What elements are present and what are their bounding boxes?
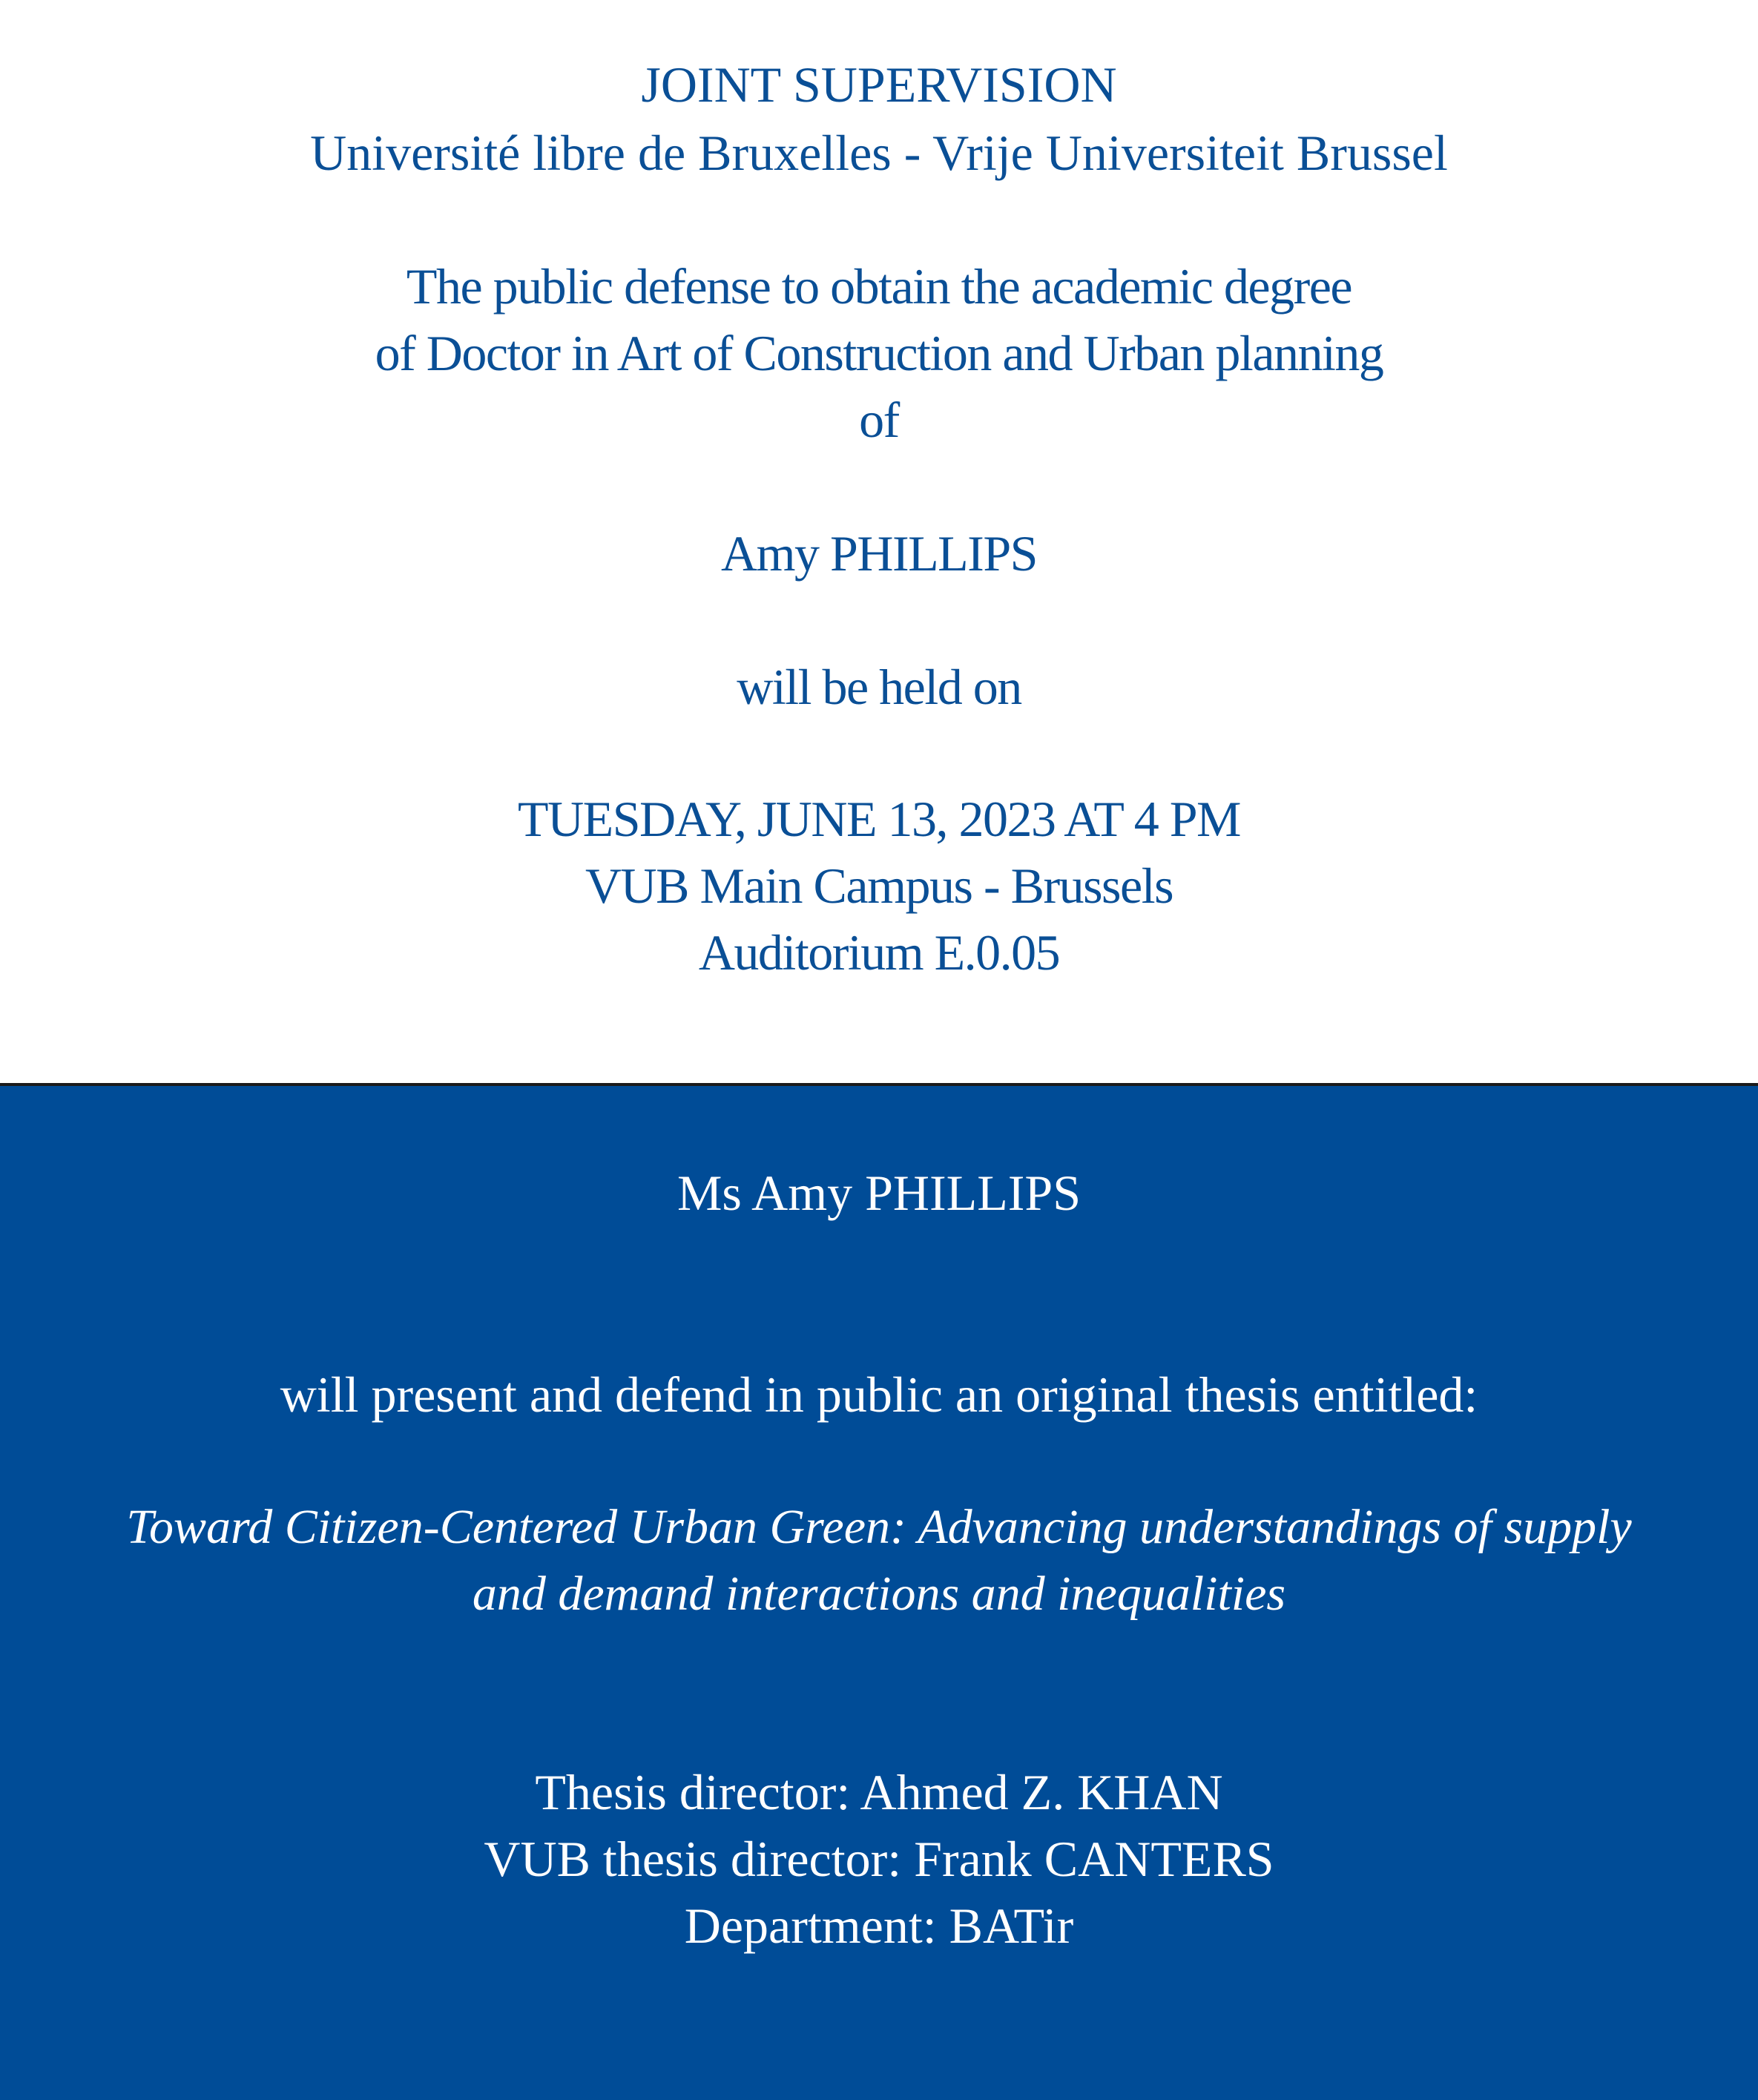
degree-line-3: of [859,392,899,448]
degree-line-1: The public defense to obtain the academic degree [406,258,1352,315]
joint-supervision-heading: JOINT SUPERVISION [641,56,1117,113]
department: Department: BATir [684,1897,1074,1954]
event-campus: VUB Main Campus - Brussels [585,858,1173,914]
event-datetime: TUESDAY, JUNE 13, 2023 AT 4 PM [518,791,1240,847]
thesis-details-section [0,1086,1758,2100]
degree-line-2: of Doctor in Art of Construction and Urban planning [375,325,1383,381]
thesis-intro: will present and defend in public an original thesis entitled: [280,1366,1478,1423]
candidate-name: Amy PHILLIPS [721,525,1037,582]
thesis-title-line-1: Toward Citizen-Centered Urban Green: Advancing understandings of supply [126,1500,1632,1554]
held-on-text: will be held on [737,659,1021,715]
vub-thesis-director: VUB thesis director: Frank CANTERS [484,1831,1274,1887]
candidate-full-name: Ms Amy PHILLIPS [676,1165,1082,1221]
event-room: Auditorium E.0.05 [698,924,1060,981]
thesis-title-line-2: and demand interactions and inequalities [472,1567,1286,1621]
universities-line: Université libre de Bruxelles - Vrije Universiteit Brussel [310,125,1448,181]
thesis-director: Thesis director: Ahmed Z. KHAN [535,1764,1223,1820]
